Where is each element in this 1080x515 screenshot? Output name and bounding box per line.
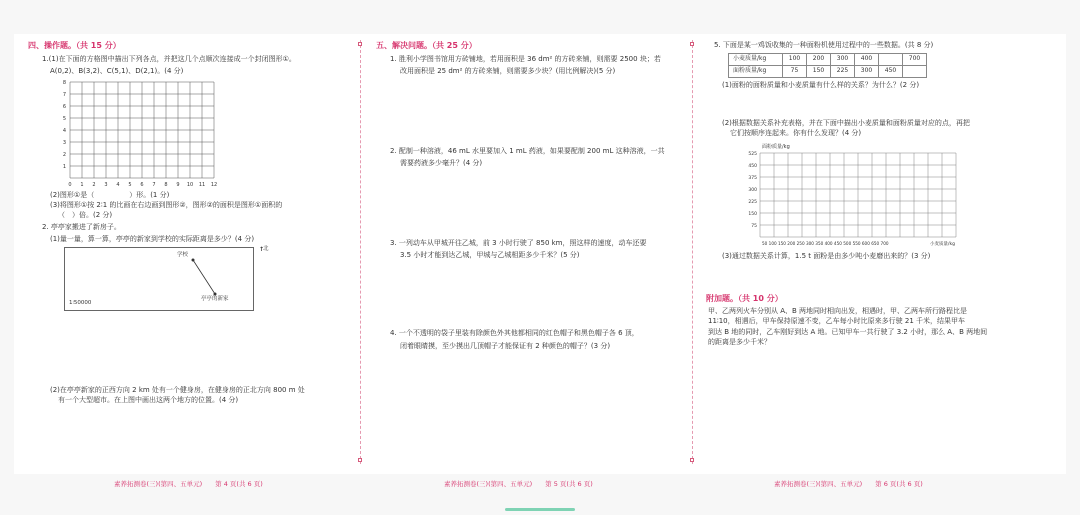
x-tick-label: 12 [210,181,218,188]
chart-x-label: 小麦质量/kg [930,241,955,247]
question-text: (2)根据数据关系补充表格，并在下面中描出小麦质量和面粉质量对应的点，再把 [722,119,970,128]
y-tick-label: 225 [748,199,757,205]
horizontal-scrollbar[interactable] [505,508,575,511]
question-text: (3)将图形①按 2∶1 的比画在右边画到图形②，图形②的面积是图形①面积的 [50,201,283,210]
x-tick-label: 10 [186,181,194,188]
question-text: 3.5 小时才能到达乙城，甲城与乙城相距多少千米？(5 分) [400,251,580,260]
page-divider [360,40,361,464]
x-tick-label: 3 [104,181,108,188]
x-tick-label: 1 [80,181,84,188]
data-table [728,53,927,78]
page-4 [28,40,358,405]
question-text: 到达 B 地的同时，乙车刚好到达 A 地。已知甲车一共行驶了 3.2 小时，那么 A、B 两地间 [708,327,988,336]
question-text: 1.(1)在下面的方格图中描出下列各点，并把这几个点顺次连接成一个封闭图形①。 [42,54,296,63]
y-tick-label: 150 [748,211,757,217]
y-tick-label: 450 [748,163,757,169]
page-footer: 素养拓测卷(三)(第四、五单元) 第 5 页(共 6 页) [444,480,593,488]
map-label-school: 学校 [177,251,189,258]
question-text: (1)面粉的面粉质量和小麦质量有什么样的关系？为什么？(2 分) [722,81,920,90]
question-text: （ ）倍。(2 分) [58,211,113,220]
binding-mark [358,42,362,46]
y-tick-label: 3 [62,139,66,146]
page-footer: 素养拓测卷(三)(第四、五单元) 第 6 页(共 6 页) [774,480,923,488]
y-tick-label: 525 [748,151,757,157]
x-tick-label: 11 [198,181,206,188]
page-footer: 素养拓测卷(三)(第四、五单元) 第 4 页(共 6 页) [114,480,263,488]
question-text: 3. 一列动车从甲城开往乙城，前 3 小时行驶了 850 km，照这样的速度，动车还要 [390,239,647,248]
y-tick-label: 4 [62,127,66,134]
x-tick-label: 7 [152,181,156,188]
x-tick-label: 0 [68,181,72,188]
question-text: A(0,2)、B(3,2)、C(5,1)、D(2,1)。(4 分) [50,66,184,75]
map-scale: 1∶50000 [69,299,92,306]
table-cell: 225 [831,66,855,78]
table-cell: 150 [807,66,831,78]
x-tick-label: 8 [164,181,168,188]
y-tick-label: 1 [62,163,66,170]
table-cell: 75 [783,66,807,78]
x-tick-label: 9 [176,181,180,188]
table-header: 面粉质量/kg [729,66,783,78]
page-6 [706,40,1054,347]
section-title: 四、操作题。（共 15 分） [28,41,121,50]
table-cell [879,54,903,66]
table-cell: 300 [831,54,855,66]
question-text: 2. 亭亭家搬进了新房子。 [42,223,121,232]
y-tick-label: 6 [62,103,66,110]
table-cell: 400 [855,54,879,66]
x-tick-label: 2 [92,181,96,188]
question-text: 改用面积是 25 dm² 的方砖来铺，则需要多少块？(用比例解决)(5 分) [400,66,616,75]
question-text: 的距离是多少千米？ [708,337,771,346]
question-text: 它们按顺序连起来。你有什么发现？(4 分) [730,129,862,138]
question-text: (2)在亭亭新家的正西方向 2 km 处有一个健身房，在健身房的正北方向 800 m 处 [50,385,305,394]
question-text: (1)量一量，算一算，亭亭的新家到学校的实际距离是多少？(4 分) [50,235,255,244]
question-text: (3)通过数据关系计算，1.5 t 面粉是由多少吨小麦磨出来的？(3 分) [722,251,931,260]
y-tick-label: 7 [62,91,66,98]
table-cell: 450 [879,66,903,78]
y-tick-label: 75 [751,223,757,229]
map-label-home: 亭亭的新家 [201,295,229,302]
question-text: 4. 一个不透明的袋子里装有除颜色外其他都相同的红色帽子和黑色帽子各 6 顶， [390,329,639,338]
binding-mark [690,458,694,462]
north-arrow-icon: ↑ [259,245,265,253]
question-text: 需要药液多少毫升？(4 分) [400,159,483,168]
page-5 [376,40,706,353]
coordinate-grid [60,78,240,190]
chart-y-label: 面粉质量/kg [762,143,790,150]
binding-mark [358,458,362,462]
table-cell [903,66,927,78]
x-tick-label: 6 [140,181,144,188]
section-title: 五、解决问题。（共 25 分） [376,41,477,50]
question-text: 闭着眼睛摸，至少摸出几顶帽子才能保证有 2 种颜色的帽子？(3 分) [400,341,611,350]
table-cell: 300 [855,66,879,78]
question-text: 5. 下面是某一鸡饭收集的一种面粉机使用过程中的一些数据。(共 8 分) [714,41,934,49]
y-tick-label: 375 [748,175,757,181]
y-tick-label: 5 [62,115,66,122]
question-text: 11∶10，相遇后，甲车保持原速不变，乙车每小时比原来多行驶 21 千米，结果甲车 [708,317,965,326]
question-text: 有一个大型超市。在上图中画出这两个地方的位置。(4 分) [58,395,239,404]
map-north: 北 [263,245,269,252]
blank-chart [736,141,966,251]
x-tick-label: 5 [128,181,132,188]
chart-svg [736,141,966,251]
exam-sheet [14,34,1066,488]
table-header: 小麦质量/kg [729,54,783,66]
question-text: 2. 配制一种溶液，46 mL 水里要加入 1 mL 药液，如果要配制 200 mL 这种溶液，一共 [390,146,665,155]
table-cell: 100 [783,54,807,66]
table-cell: 700 [903,54,927,66]
grid-svg [60,78,240,190]
y-tick-label: 2 [62,151,66,158]
section-title: 附加题。（共 10 分） [706,293,783,303]
y-tick-label: 300 [748,187,757,193]
question-text: (2)图形①是（ ）形。(1 分) [50,190,170,199]
x-tick-labels: 50 100 150 200 250 300 350 400 450 500 550 600 650 700 [762,240,889,246]
y-tick-label: 8 [62,79,66,86]
question-text: 1. 胜利小学图书馆用方砖铺地，若用面积是 36 dm² 的方砖来铺，则需要 2500 块；若 [390,54,661,63]
table-cell: 200 [807,54,831,66]
question-text: 甲、乙两列火车分别从 A、B 两地同时相向出发，相遇时，甲、乙两车所行路程比是 [708,307,968,316]
x-tick-label: 4 [116,181,120,188]
map-box [64,245,269,311]
